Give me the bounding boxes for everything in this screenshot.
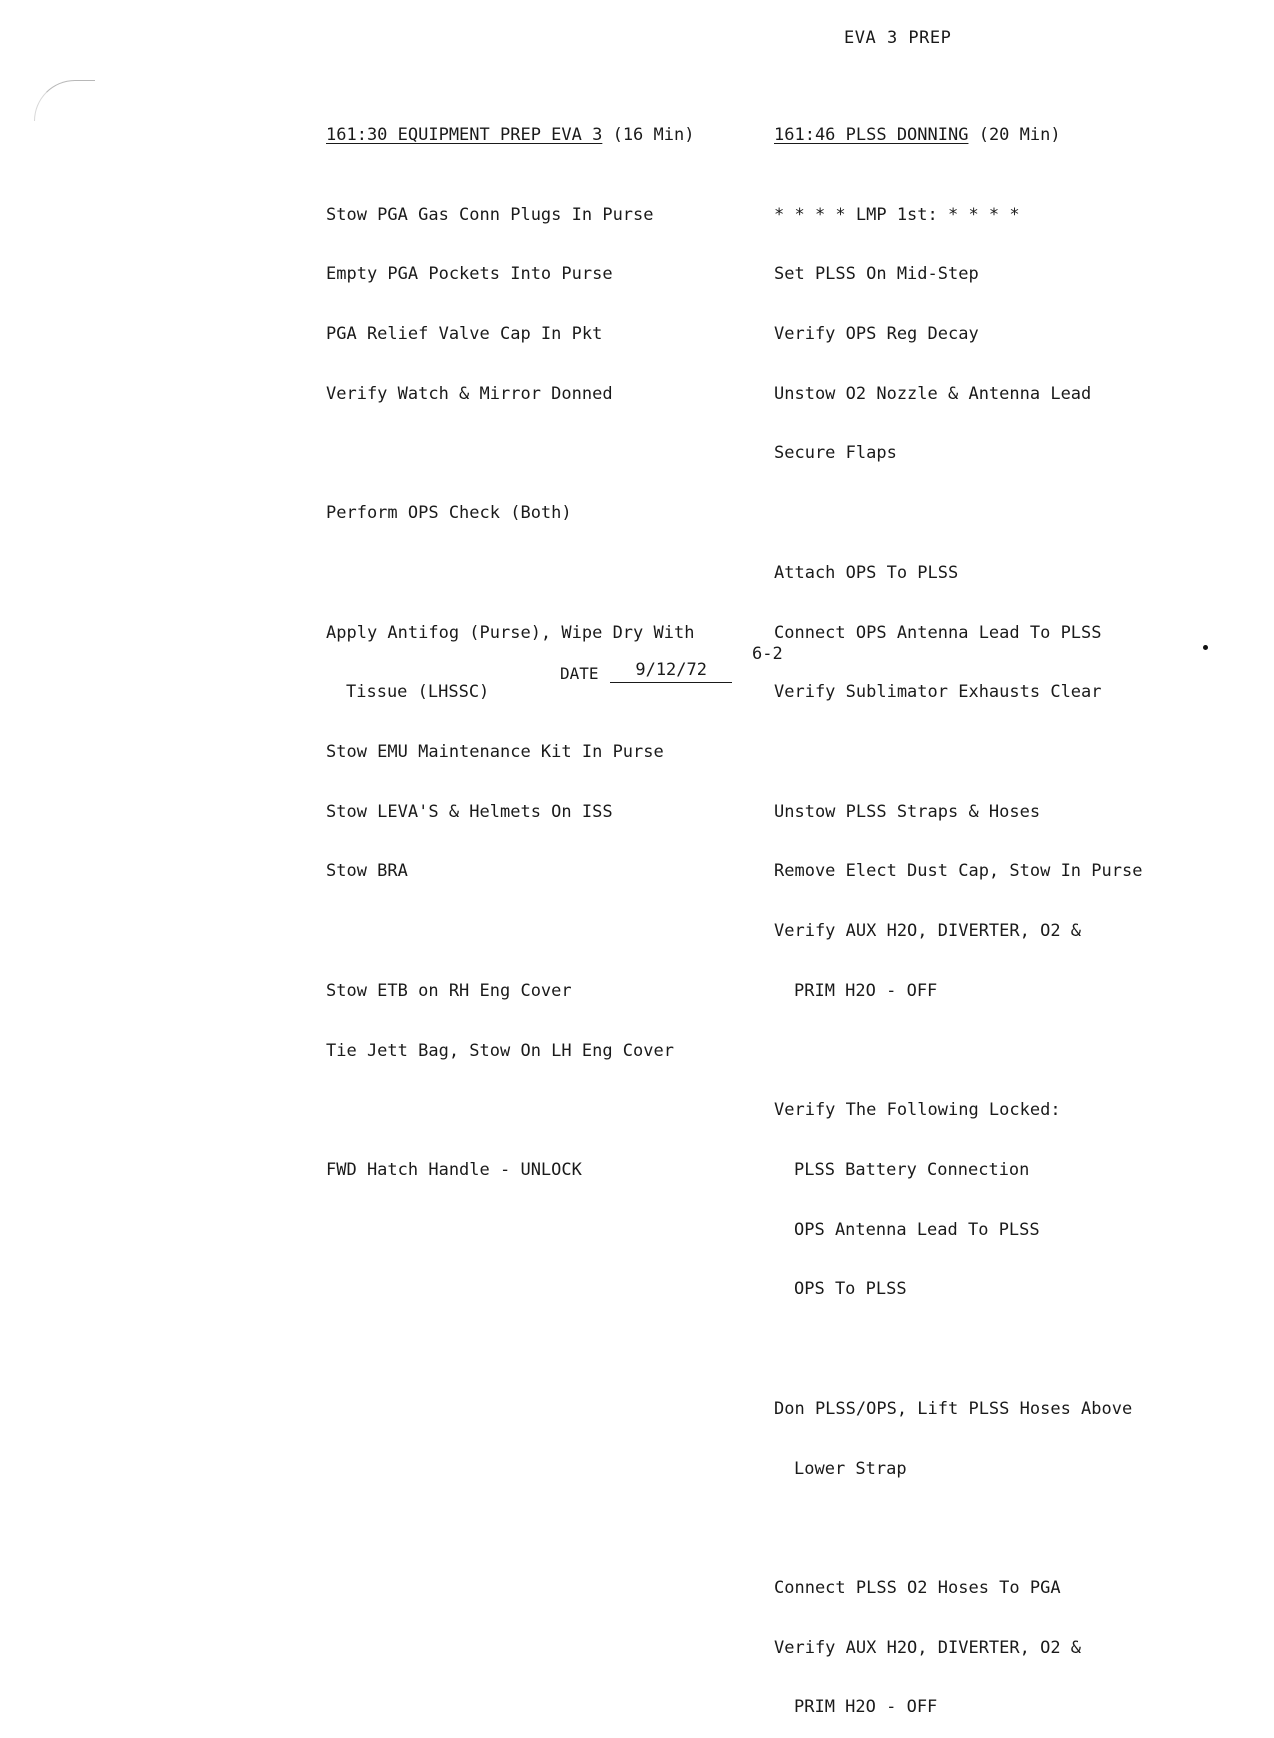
- procedure-step: Stow PGA Gas Conn Plugs In Purse: [326, 204, 654, 225]
- procedure-step: Attach OPS To PLSS: [774, 562, 959, 583]
- procedure-step: FWD Hatch Handle - UNLOCK: [326, 1159, 582, 1180]
- procedure-step: Verify AUX H2O, DIVERTER, O2 &: [774, 921, 1082, 942]
- procedure-step-continuation: PRIM H2O - OFF: [794, 980, 938, 1001]
- section-title: 161:30 EQUIPMENT PREP EVA 3 (16 Min): [326, 124, 695, 145]
- procedure-step: PGA Relief Valve Cap In Pkt: [326, 323, 603, 344]
- procedure-sub-item: PLSS Battery Connection: [794, 1159, 1030, 1180]
- procedure-step: Empty PGA Pockets Into Purse: [326, 264, 613, 285]
- procedure-step: Verify OPS Reg Decay: [774, 323, 979, 344]
- date-block: [560, 660, 732, 683]
- procedure-step: Apply Antifog (Purse), Wipe Dry With: [326, 622, 695, 643]
- procedure-step: Connect PLSS O2 Hoses To PGA: [774, 1577, 1061, 1598]
- procedure-sub-item: OPS Antenna Lead To PLSS: [794, 1219, 1040, 1240]
- procedure-step-continuation: PRIM H2O - OFF: [794, 1697, 938, 1718]
- procedure-step-continuation: Lower Strap: [794, 1458, 907, 1479]
- procedure-step: Unstow PLSS Straps & Hoses: [774, 801, 1041, 822]
- scan-speck: [1203, 645, 1208, 650]
- procedure-step: Set PLSS On Mid-Step: [774, 264, 979, 285]
- procedure-step: Tie Jett Bag, Stow On LH Eng Cover: [326, 1040, 674, 1061]
- date-value: 9/12/72: [610, 660, 732, 683]
- procedure-step: Verify The Following Locked:: [774, 1100, 1061, 1121]
- equipment-prep-section: [326, 86, 694, 1201]
- procedure-step: Verify Watch & Mirror Donned: [326, 383, 613, 404]
- page-number: 6-2: [752, 644, 783, 664]
- scan-artifact: [34, 80, 95, 121]
- procedure-step: Stow LEVA'S & Helmets On ISS: [326, 801, 613, 822]
- procedure-sub-item: OPS To PLSS: [794, 1279, 907, 1300]
- date-label: DATE: [560, 664, 599, 683]
- procedure-step: Connect OPS Antenna Lead To PLSS: [774, 622, 1102, 643]
- procedure-step: Stow EMU Maintenance Kit In Purse: [326, 741, 664, 762]
- procedure-step: Stow BRA: [326, 861, 408, 882]
- section-title: 161:46 PLSS DONNING (20 Min): [774, 124, 1061, 145]
- plss-donning-section: [774, 86, 1142, 1738]
- procedure-step: Unstow O2 Nozzle & Antenna Lead: [774, 383, 1092, 404]
- page-header: EVA 3 PREP: [844, 28, 952, 48]
- procedure-step: Don PLSS/OPS, Lift PLSS Hoses Above: [774, 1398, 1133, 1419]
- procedure-step: Secure Flaps: [774, 443, 897, 464]
- procedure-step: Verify AUX H2O, DIVERTER, O2 &: [774, 1637, 1082, 1658]
- crew-marker: * * * * LMP 1st: * * * *: [774, 204, 1020, 225]
- procedure-step-continuation: Tissue (LHSSC): [346, 682, 490, 703]
- procedure-step: Verify Sublimator Exhausts Clear: [774, 682, 1102, 703]
- procedure-step: Stow ETB on RH Eng Cover: [326, 980, 572, 1001]
- procedure-step: Perform OPS Check (Both): [326, 503, 572, 524]
- procedure-step: Remove Elect Dust Cap, Stow In Purse: [774, 861, 1143, 882]
